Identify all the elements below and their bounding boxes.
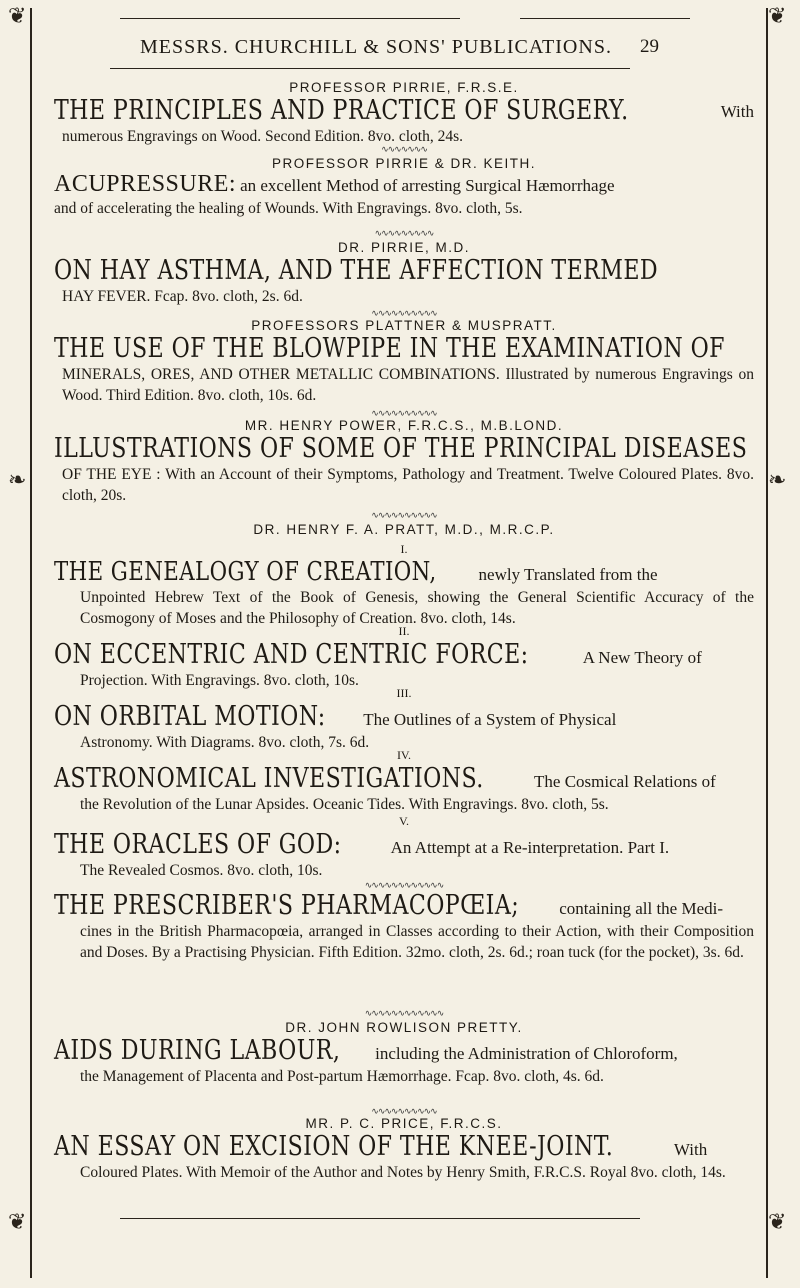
entry-title-tail: including the Administration of Chloroform, — [375, 1044, 678, 1063]
corner-ornament-icon: ❦ — [768, 1210, 787, 1235]
entry-title: ON HAY ASTHMA, AND THE AFFECTION TERMED — [54, 255, 659, 286]
running-header: MESSRS. CHURCHILL & SONS' PUBLICATIONS. — [140, 36, 612, 58]
entry-description: Coloured Plates. With Memoir of the Author and Notes by Henry Smith, F.R.C.S. Royal 8vo. cloth, 14s. — [80, 1164, 726, 1181]
entry-description: cines in the British Pharmacopœia, arranged in Classes according to their Action, with their Composition and Doses. By a Practising Physician. Fifth Edition. 32mo. cloth, 2s. 6d.; roan tuck (for the pocket), 3s. 6d. — [80, 923, 754, 961]
bottom-rule — [120, 1218, 640, 1219]
entry-title-tail: The Outlines of a System of Physical — [363, 710, 617, 729]
corner-ornament-icon: ❦ — [8, 4, 27, 29]
catalogue-entry — [54, 1116, 754, 1183]
entry-description: Unpointed Hebrew Text of the Book of Genesis, showing the General Scientific Accuracy of the Cosmogony of Moses and the Philosophy of Creation. 8vo. cloth, 14s. — [80, 589, 754, 627]
entry-author: PROFESSORS PLATTNER & MUSPRATT. — [251, 318, 557, 333]
catalogue-entry — [54, 748, 754, 815]
left-border-rule — [30, 8, 32, 1278]
decorative-squiggle: ∿∿∿∿∿∿∿∿∿∿ — [371, 511, 437, 521]
corner-ornament-icon: ❦ — [768, 4, 787, 29]
entry-title: THE PRESCRIBER'S PHARMACOPŒIA; — [54, 890, 520, 921]
entry-title: THE GENEALOGY OF CREATION, — [54, 557, 437, 587]
work-numeral: IV. — [396, 748, 412, 762]
entry-title-tail: An Attempt at a Re-interpretation. Part I. — [390, 838, 670, 857]
entry-description: and of accelerating the healing of Wounds. With Engravings. 8vo. cloth, 5s. — [54, 200, 523, 217]
catalogue-entry — [54, 1020, 754, 1087]
entry-title-tail: With — [673, 1140, 708, 1159]
entry-description: the Revolution of the Lunar Apsides. Oceanic Tides. With Engravings. 8vo. cloth, 5s. — [80, 796, 609, 813]
side-ornament-icon: ❧ — [768, 468, 787, 493]
entry-description: Projection. With Engravings. 8vo. cloth, 10s. — [80, 672, 359, 689]
catalogue-entry — [54, 814, 754, 881]
decorative-squiggle: ∿∿∿∿∿∿∿∿∿∿∿∿ — [364, 1009, 444, 1019]
entry-title: THE PRINCIPLES AND PRACTICE OF SURGERY. — [54, 95, 629, 126]
entry-title: ILLUSTRATIONS OF SOME OF THE PRINCIPAL DISEASES — [54, 433, 748, 464]
entry-description: OF THE EYE : With an Account of their Symptoms, Pathology and Treatment. Twelve Coloured Plates. 8vo. cloth, 20s. — [62, 466, 754, 504]
entry-title: AIDS DURING LABOUR, — [54, 1035, 341, 1066]
decorative-squiggle: ∿∿∿∿∿∿∿∿∿∿ — [371, 1107, 437, 1117]
entry-description: Astronomy. With Diagrams. 8vo. cloth, 7s. 6d. — [80, 734, 370, 751]
work-numeral: V. — [398, 814, 410, 828]
entry-author: PROFESSOR PIRRIE & DR. KEITH. — [271, 156, 537, 171]
entry-author: PROFESSOR PIRRIE, F.R.S.E. — [289, 80, 519, 95]
entry-description: HAY FEVER. Fcap. 8vo. cloth, 2s. 6d. — [62, 288, 303, 305]
entry-description: the Management of Placenta and Post-partum Hæmorrhage. Fcap. 8vo. cloth, 4s. 6d. — [80, 1068, 604, 1085]
catalogue-entry — [54, 156, 754, 219]
decorative-squiggle: ∿∿∿∿∿∿∿ — [381, 145, 427, 155]
header-rule — [110, 68, 630, 69]
catalogue-entry — [54, 80, 754, 147]
catalogue-entry — [54, 542, 754, 629]
top-rule — [120, 18, 460, 19]
decorative-squiggle: ∿∿∿∿∿∿∿∿∿∿ — [371, 309, 437, 319]
author-group — [54, 522, 754, 537]
entry-title: THE ORACLES OF GOD: — [54, 829, 342, 860]
work-numeral: III. — [396, 686, 412, 700]
entry-title: ASTRONOMICAL INVESTIGATIONS. — [54, 763, 484, 794]
entry-title: ACUPRESSURE: — [54, 171, 237, 197]
catalogue-entry — [54, 890, 754, 963]
entry-title-tail: A New Theory of — [582, 648, 702, 667]
entry-author: DR. JOHN ROWLISON PRETTY. — [285, 1020, 523, 1035]
entry-description: numerous Engravings on Wood. Second Edition. 8vo. cloth, 24s. — [62, 128, 464, 145]
entry-author: DR. HENRY F. A. PRATT, M.D., M.R.C.P. — [253, 522, 555, 537]
catalogue-entry — [54, 686, 754, 753]
catalogue-entry — [54, 418, 754, 506]
entry-author: MR. P. C. PRICE, F.R.C.S. — [305, 1116, 503, 1131]
top-rule-right — [520, 18, 690, 19]
entry-title-tail: With — [720, 102, 754, 121]
decorative-squiggle: ∿∿∿∿∿∿∿∿∿ — [374, 229, 434, 239]
side-ornament-icon: ❧ — [8, 468, 27, 493]
entry-title-tail: containing all the Medi- — [559, 899, 724, 918]
entry-title-tail: an excellent Method of arresting Surgical Hæmorrhage — [240, 176, 615, 195]
decorative-squiggle: ∿∿∿∿∿∿∿∿∿∿∿∿ — [364, 881, 444, 891]
entry-title: ON ECCENTRIC AND CENTRIC FORCE: — [54, 639, 529, 670]
work-numeral: II. — [398, 624, 410, 638]
catalogue-entry — [54, 240, 754, 307]
entry-description: MINERALS, ORES, AND OTHER METALLIC COMBINATIONS. Illustrated by numerous Engravings on Wood. Third Edition. 8vo. cloth, 10s. 6d. — [62, 366, 754, 404]
decorative-squiggle: ∿∿∿∿∿∿∿∿∿∿ — [371, 409, 437, 419]
catalogue-entry — [54, 624, 754, 691]
entry-title: THE USE OF THE BLOWPIPE IN THE EXAMINATION OF — [54, 333, 725, 364]
entry-title: ON ORBITAL MOTION: — [54, 701, 326, 732]
entry-description: The Revealed Cosmos. 8vo. cloth, 10s. — [80, 862, 323, 879]
page-number: 29 — [640, 36, 659, 57]
corner-ornament-icon: ❦ — [8, 1210, 27, 1235]
entry-title: AN ESSAY ON EXCISION OF THE KNEE-JOINT. — [54, 1131, 614, 1162]
entry-author: MR. HENRY POWER, F.R.C.S., M.B.LOND. — [244, 418, 564, 433]
right-border-rule — [766, 8, 768, 1278]
entry-author: DR. PIRRIE, M.D. — [337, 240, 470, 255]
work-numeral: I. — [400, 542, 408, 556]
catalogue-entry — [54, 318, 754, 406]
entry-title-tail: The Cosmical Relations of — [534, 772, 716, 791]
entry-title-tail: newly Translated from the — [478, 565, 658, 584]
